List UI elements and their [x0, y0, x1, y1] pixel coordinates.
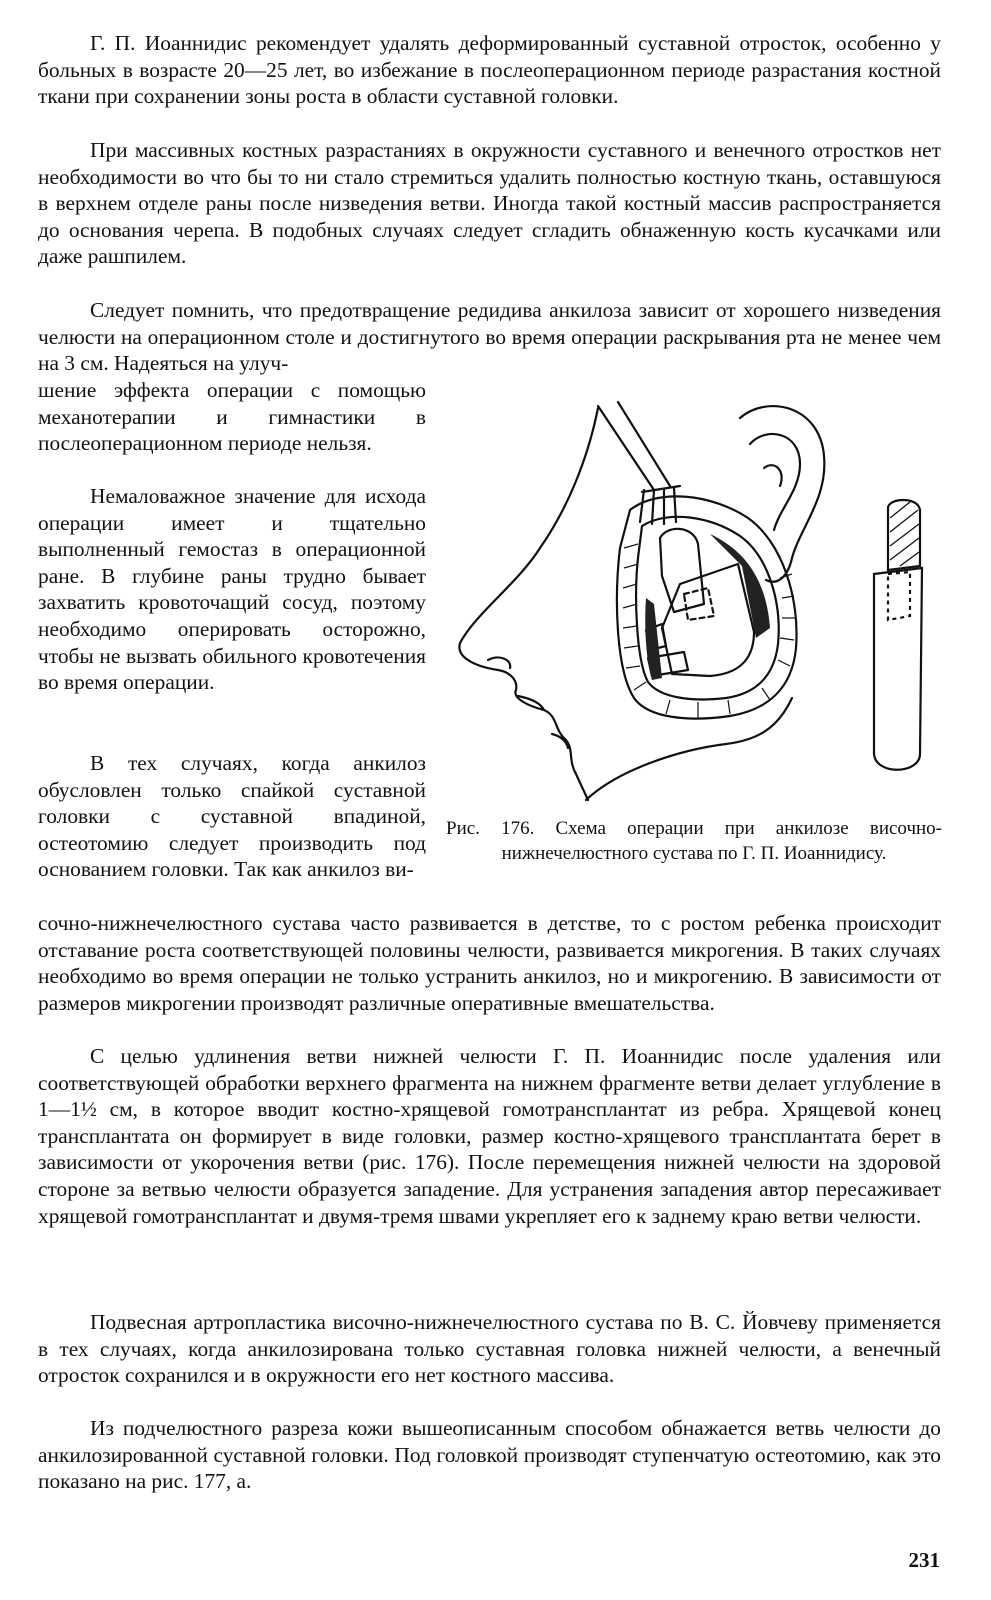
paragraph-7: Подвесная артропластика височно-нижнечелюстного сустава по В. С. Йовчеву применяется в тех случаях, когда анкилозирована только суставная головка нижней челюсти, а венечный отросток сохранился и в окружности его нет костного массива.: [38, 1310, 941, 1388]
paragraph-8: Из подчелюстного разреза кожи вышеописанным способом обнажается ветвь челюсти до анкилозированной суставной головки. Под головкой производят ступенчатую остеотомию, как это показано на рис. 177, а.: [38, 1416, 941, 1494]
paragraph-6: С целью удлинения ветви нижней челюсти Г. П. Иоаннидис после удаления или соответствующей обработки верхнего фрагмента на нижнем фрагменте ветви делает углубление в 1—1½ см, в которое вводит костно-хрящевой гомотрансплантат из ребра. Хрящевой конец трансплантата он формирует в виде головки, размер костно-хрящевого трансплантата берет в зависимости от укорочения ветви (рис. 176). После перемещения нижней челюсти на здоровой стороне за ветвью челюсти образуется западение. Для устранения западения автор пересаживает хрящевой гомотрансплантат и двумя-тремя швами укрепляет его к заднему краю ветви челюсти.: [38, 1044, 941, 1228]
paragraph-1: Г. П. Иоаннидис рекомендует удалять деформированный суставной отросток, особенно у больных в возрасте 20—25 лет, во избежание в послеоперационном периоде разрастания костной ткани при сохранении зоны роста в области суставной головки.: [38, 31, 941, 109]
paragraph-3-narrow: шение эффекта операции с помощью механотерапии и гимнастики в послеоперационном периоде нельзя.: [38, 378, 426, 456]
figure-176-illustration: [448, 398, 944, 808]
paragraph-4: Немаловажное значение для исхода операции имеет и тщательно выполненный гемостаз в операционной ране. В глубине раны трудно бывает захватить кровоточащий сосуд, поэтому необходимо оперировать осторожно, чтобы не вызвать обильного кровотечения во время операции.: [38, 484, 426, 695]
paragraph-3-full: Следует помнить, что предотвращение редидива анкилоза зависит от хорошего низведения челюсти на операционном столе и достигнутого во время операции раскрывания рта не менее чем на 3 см. Надеяться на улуч-: [38, 298, 941, 376]
paragraph-5-full: сочно-нижнечелюстного сустава часто развивается в детстве, то с ростом ребенка происходит отставание роста соответствующей половины челюсти, развивается микрогения. В таких случаях необходимо во время операции не только устранить анкилоз, но и микрогению. В зависимости от размеров микрогении производят различные оперативные вмешательства.: [38, 911, 941, 1015]
paragraph-5-narrow: В тех случаях, когда анкилоз обусловлен только спайкой суставной головки с суставной впадиной, остеотомию следует производить под основанием головки. Так как анкилоз ви-: [38, 751, 426, 882]
page-number: 231: [908, 1548, 940, 1572]
paragraph-2: При массивных костных разрастаниях в окружности суставного и венечного отростков нет необходимости во что бы то ни стало стремиться удалить полностью костную ткань, оставшуюся в верхнем отделе раны после низведения ветви. Иногда такой костный массив распространяется до основания черепа. В подобных случаях следует сгладить обнаженную кость кусачками или даже рашпилем.: [38, 138, 941, 269]
figure-176-caption: Рис. 176. Схема операции при анкилозе височно-нижнечелюстного сустава по Г. П. Иоаннидису.: [446, 818, 942, 864]
